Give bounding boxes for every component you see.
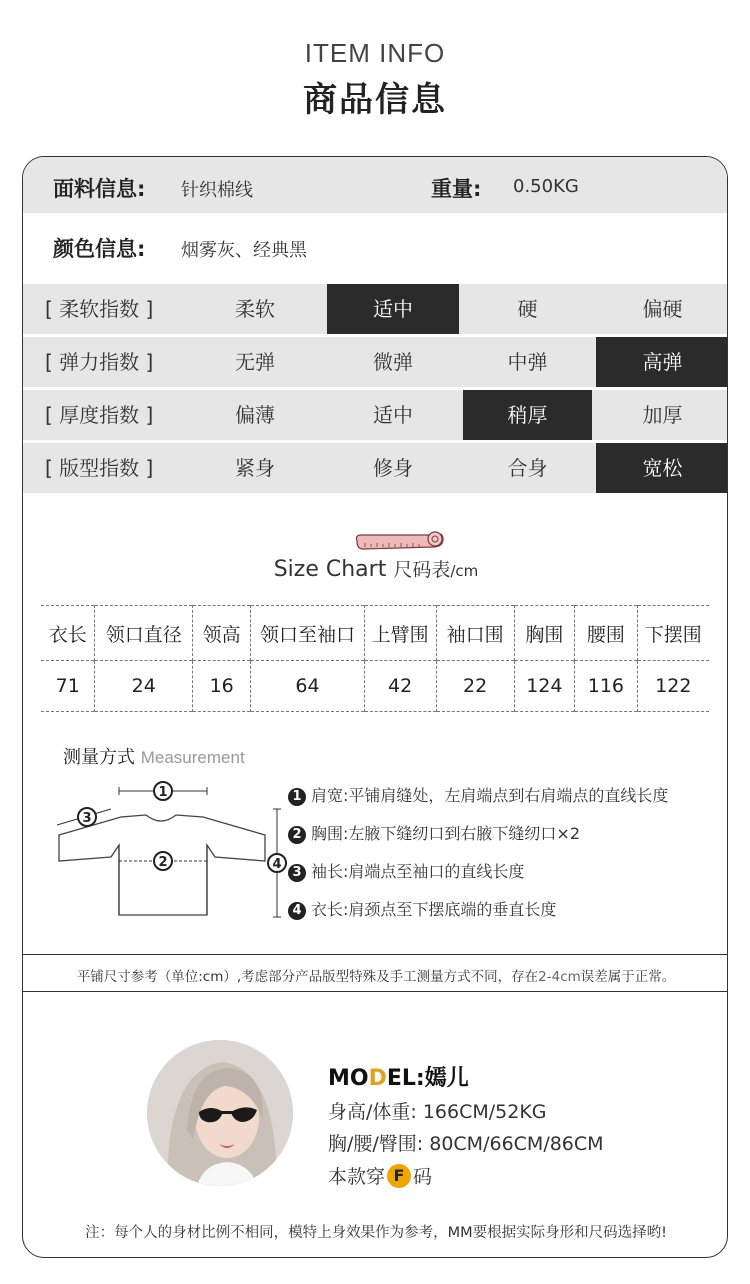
index-row-label: [ 厚度指数 ] (45, 403, 154, 427)
index-option: 中弹 (507, 350, 548, 374)
color-value: 烟雾灰、经典黑 (181, 240, 307, 261)
size-value-cell: 116 (575, 661, 638, 712)
size-header-cell: 领口至袖口 (251, 606, 364, 661)
index-row (23, 443, 728, 493)
model-title (328, 1061, 469, 1092)
size-value-cell: 122 (637, 661, 709, 712)
index-option: 柔软 (235, 297, 275, 321)
size-header-cell: 上臂围 (364, 606, 436, 661)
measure-note (23, 965, 728, 985)
size-value-cell: 64 (251, 661, 364, 712)
measure-note-prefix: 平铺尺寸参考（单位:cm）,考虑部分产品版型特殊及手工测量方式不同，存在 (76, 969, 539, 985)
index-option-selected: 适中 (327, 284, 459, 334)
sweater-diagram (51, 775, 297, 925)
size-value-cell: 124 (514, 661, 575, 712)
measurement-title-cn: 测量方式 (63, 747, 135, 768)
index-row (23, 390, 728, 440)
measurement-desc: :平铺肩缝处，左肩端点到右肩端点的直线长度 (343, 786, 669, 805)
index-option-selected: 稍厚 (463, 390, 592, 440)
measurement-title-en: Measurement (140, 748, 245, 767)
index-option: 修身 (373, 456, 413, 480)
size-chart-title (23, 555, 728, 582)
size-header-cell: 领高 (192, 606, 250, 661)
neckline-icon (146, 815, 176, 821)
measure-note-suffix: 误差属于正常。 (580, 969, 676, 985)
model-name: 嫣儿 (424, 1066, 469, 1091)
diagram-label-4: 4 (272, 857, 282, 872)
color-row (23, 217, 728, 273)
index-option: 紧身 (235, 456, 275, 480)
header-cn-title: 商品信息 (303, 80, 447, 120)
index-option-selected: 宽松 (596, 443, 728, 493)
size-value-cell: 16 (192, 661, 250, 712)
model-measurements: 胸/腰/臀围: 80CM/66CM/86CM (328, 1133, 604, 1155)
divider-bottom (23, 991, 728, 992)
measurement-item (288, 859, 524, 882)
model-photo-icon (147, 1040, 293, 1186)
size-value-cell: 22 (436, 661, 514, 712)
measurement-number: 4 (288, 902, 306, 920)
size-header-cell: 下摆围 (637, 606, 709, 661)
model-size-suffix: 码 (413, 1166, 433, 1188)
fabric-label: 面料信息: (53, 177, 146, 201)
index-option: 适中 (373, 403, 413, 427)
color-label: 颜色信息: (53, 237, 146, 261)
measurement-number: 3 (288, 864, 306, 882)
size-value-cell: 42 (364, 661, 436, 712)
weight-label: 重量: (431, 177, 482, 201)
model-size (328, 1162, 432, 1189)
measuring-tape-icon (353, 523, 447, 555)
size-header-cell: 衣长 (48, 623, 87, 646)
info-card (22, 156, 728, 1258)
diagram-label-3: 3 (82, 811, 92, 826)
index-row (23, 284, 728, 334)
size-table-value-row (41, 661, 709, 712)
diagram-label-2: 2 (158, 855, 168, 870)
size-table-header-row (41, 606, 709, 661)
index-row-label: [ 版型指数 ] (45, 456, 154, 480)
model-height-weight: 身高/体重: 166CM/52KG (328, 1101, 547, 1123)
measurement-item (288, 897, 556, 920)
index-option: 微弹 (373, 350, 413, 374)
model-label-b: EL: (386, 1066, 425, 1091)
measurement-name: 衣长 (311, 900, 344, 919)
measurement-title (63, 743, 245, 769)
index-option: 偏薄 (235, 403, 275, 427)
header (0, 0, 750, 150)
size-chart-unit: /cm (450, 562, 479, 580)
index-row-label: [ 弹力指数 ] (45, 350, 154, 374)
index-option: 偏硬 (642, 297, 683, 321)
measurement-name: 袖长 (311, 862, 344, 881)
model-size-prefix: 本款穿 (328, 1166, 386, 1188)
index-option: 加厚 (642, 403, 683, 427)
measurement-item (288, 783, 668, 806)
divider-top (23, 954, 728, 955)
measure-note-highlight: 2-4cm (538, 969, 581, 985)
model-label-a: MO (328, 1066, 369, 1091)
size-header-cell: 腰围 (575, 606, 638, 661)
weight-value: 0.50KG (513, 176, 579, 197)
index-option: 合身 (507, 456, 548, 480)
diagram-label-1: 1 (158, 785, 168, 800)
size-value-cell: 71 (55, 675, 80, 697)
header-en-title: ITEM INFO (304, 38, 446, 68)
size-table (41, 605, 709, 712)
fabric-row (23, 157, 728, 213)
measurement-item (288, 821, 580, 844)
model-avatar (147, 1040, 293, 1186)
size-header-cell: 胸围 (514, 606, 575, 661)
fabric-value: 针织棉线 (181, 180, 253, 201)
measurement-desc: :肩端点至袖口的直线长度 (343, 862, 525, 881)
measurement-name: 肩宽 (311, 786, 344, 805)
size-value-cell: 24 (95, 661, 193, 712)
index-row-label: [ 柔软指数 ] (45, 297, 154, 321)
size-header-cell: 袖口围 (436, 606, 514, 661)
measurement-number: 2 (288, 826, 306, 844)
measurement-desc: :左腋下缝纫口到右腋下缝纫口×2 (343, 824, 580, 843)
index-option: 硬 (517, 297, 538, 321)
model-label-d: D (368, 1066, 387, 1091)
measurement-number: 1 (288, 788, 306, 806)
bottom-note: 注：每个人的身材比例不相同，模特上身效果作为参考，MM要根据实际身形和尺码选择哟! (85, 1225, 667, 1241)
measurement-desc: :肩颈点至下摆底端的垂直长度 (343, 900, 557, 919)
size-header-cell: 领口直径 (95, 606, 193, 661)
measurement-name: 胸围 (311, 824, 344, 843)
index-option-selected: 高弹 (596, 337, 728, 387)
size-chart-title-cn: 尺码表 (393, 559, 451, 581)
index-option: 无弹 (235, 350, 275, 374)
index-row (23, 337, 728, 387)
size-chart-title-en: Size Chart (273, 557, 387, 582)
model-size-badge: F (387, 1164, 411, 1188)
